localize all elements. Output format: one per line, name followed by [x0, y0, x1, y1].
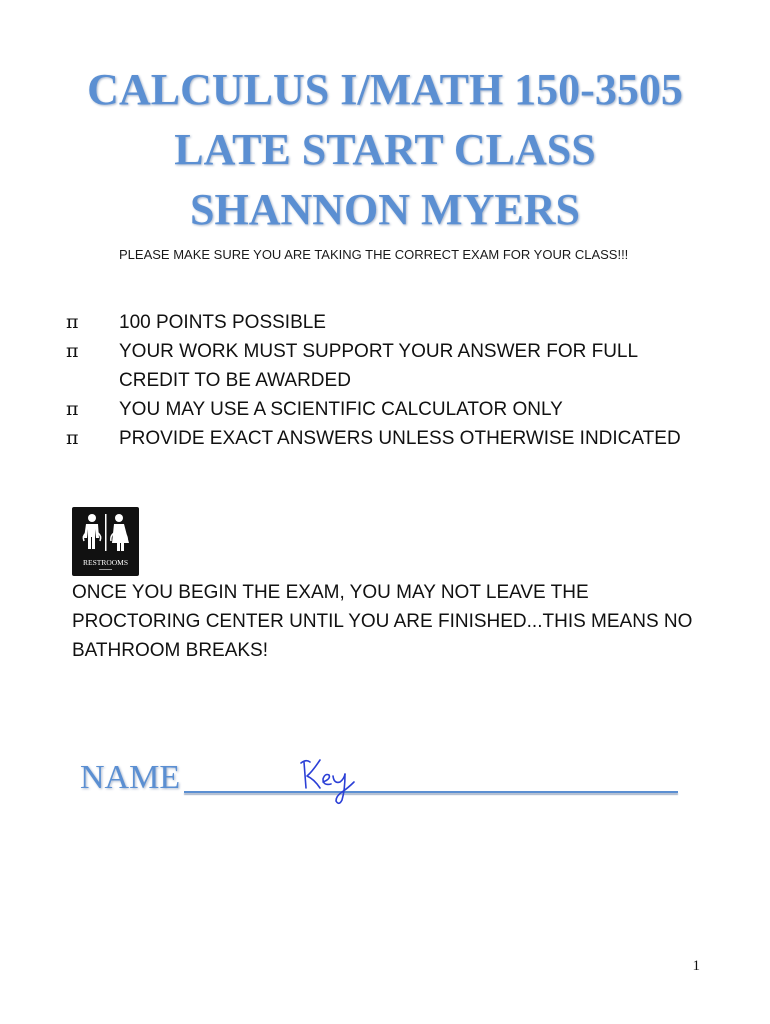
exam-rules-list [66, 308, 686, 453]
title-instructor: SHANNON MYERS [190, 185, 580, 234]
rule-text: 100 POINTS POSSIBLE [119, 312, 326, 333]
pi-bullet-icon: π [66, 427, 79, 449]
handwritten-key-icon [298, 746, 368, 810]
restroom-label: RESTROOMS [82, 558, 129, 567]
name-label: NAME [80, 759, 181, 796]
rule-item [66, 424, 686, 453]
rule-item [66, 395, 686, 424]
rule-item [66, 337, 686, 395]
rule-text: PROVIDE EXACT ANSWERS UNLESS OTHERWISE INDICATED [119, 428, 681, 449]
handwritten-name [298, 746, 368, 810]
rule-text: YOU MAY USE A SCIENTIFIC CALCULATOR ONLY [119, 399, 563, 420]
rule-item [66, 308, 686, 337]
pi-bullet-icon: π [66, 311, 79, 333]
no-breaks-warning: ONCE YOU BEGIN THE EXAM, YOU MAY NOT LEAVE THE PROCTORING CENTER UNTIL YOU ARE FINISHED...THIS MEANS NO BATHROOM BREAKS! [72, 582, 693, 661]
correct-exam-note: PLEASE MAKE SURE YOU ARE TAKING THE CORRECT EXAM FOR YOUR CLASS!!! [119, 247, 629, 262]
exam-title [0, 60, 770, 240]
pi-bullet-icon: π [66, 340, 79, 362]
title-course: CALCULUS I/MATH 150-3505 [87, 65, 683, 114]
name-field[interactable] [80, 752, 680, 812]
title-section: LATE START CLASS [174, 125, 596, 174]
rule-text: YOUR WORK MUST SUPPORT YOUR ANSWER FOR FULL CREDIT TO BE AWARDED [119, 341, 638, 391]
restroom-sign [72, 507, 139, 576]
name-underline[interactable] [184, 791, 678, 793]
page-number: 1 [692, 958, 700, 974]
restroom-icon [72, 507, 139, 576]
pi-bullet-icon: π [66, 398, 79, 420]
